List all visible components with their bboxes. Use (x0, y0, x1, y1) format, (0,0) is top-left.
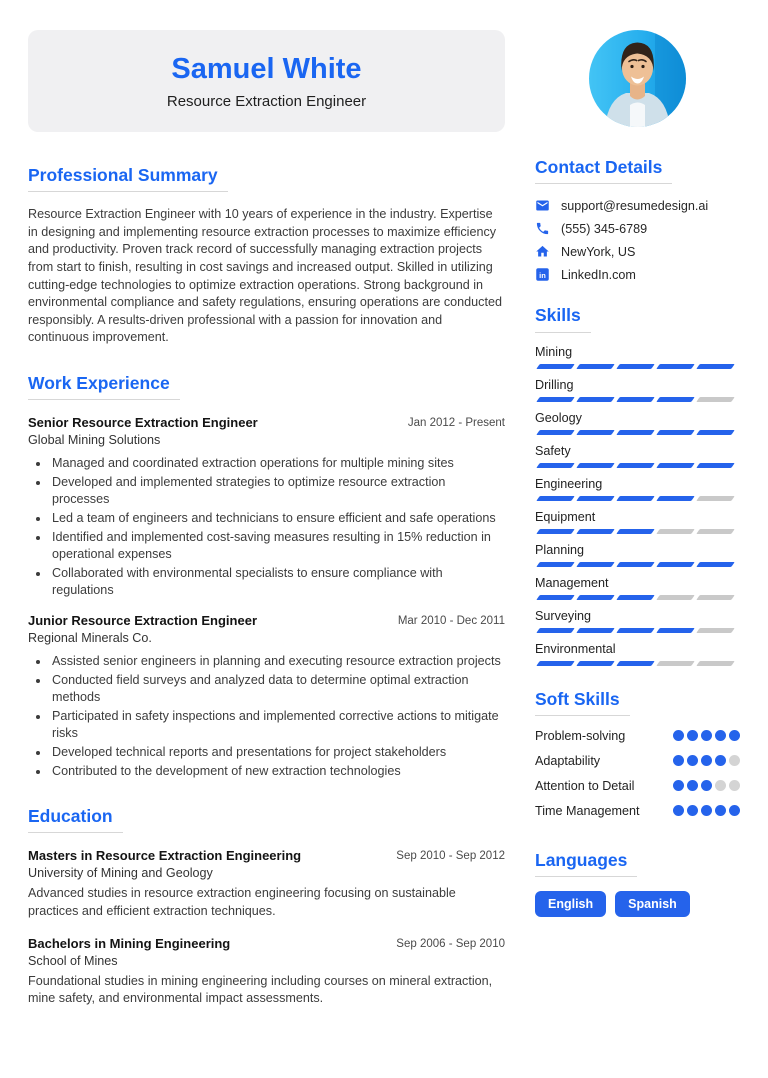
skill-bar-segment (536, 661, 575, 666)
skill-row (535, 642, 740, 666)
skill-name: Geology (535, 410, 582, 425)
soft-skill-dot (715, 730, 726, 741)
education-list (28, 848, 505, 1007)
skill-bar-segment (656, 562, 695, 567)
job-bullet-list (28, 455, 505, 600)
skill-bar-segment (616, 463, 655, 468)
skill-level-bar (535, 364, 740, 369)
work-experience-section (28, 374, 505, 780)
skill-bar-segment (656, 364, 695, 369)
right-sidebar (535, 30, 740, 1078)
skill-bar-segment (536, 430, 575, 435)
soft-skills-list (535, 729, 740, 818)
soft-skill-dot (729, 780, 740, 791)
language-badge: English (535, 891, 606, 917)
skill-bar-segment (616, 529, 655, 534)
skill-bar-segment (696, 661, 735, 666)
job-list (28, 415, 505, 780)
skill-bar-segment (656, 397, 695, 402)
summary-section (28, 166, 505, 347)
soft-skill-name: Adaptability (535, 753, 601, 768)
contact-section (535, 158, 740, 282)
skill-bar-segment (616, 496, 655, 501)
job-bullet: • Assisted senior engineers in planning and executing resource extraction projects (50, 653, 505, 671)
job-bullet: • Managed and coordinated extraction operations for multiple mining sites (50, 455, 505, 473)
skill-bar-segment (536, 463, 575, 468)
skill-bar-segment (656, 628, 695, 633)
skill-bar-segment (576, 628, 615, 633)
skill-bar-segment (656, 430, 695, 435)
skill-bar-segment (576, 661, 615, 666)
skill-bar-segment (696, 397, 735, 402)
education-dates: Sep 2006 - Sep 2010 (396, 937, 505, 950)
soft-skill-dot (701, 755, 712, 766)
education-section (28, 807, 505, 1008)
job-bullet: • Conducted field surveys and analyzed data to determine optimal extraction methods (50, 672, 505, 707)
education-description: Foundational studies in mining engineering including courses on mineral extraction, mine safety, and environmental impact assessments. (28, 973, 493, 1006)
soft-skills-heading: Soft Skills (535, 690, 630, 716)
skill-row (535, 510, 740, 534)
job-title: Senior Resource Extraction Engineer (28, 415, 258, 431)
skill-bar-segment (696, 496, 735, 501)
skill-name: Equipment (535, 509, 596, 524)
skill-bar-segment (536, 562, 575, 567)
soft-skill-dot (715, 805, 726, 816)
skill-level-bar (535, 628, 740, 633)
job-entry (28, 415, 505, 600)
education-description: Advanced studies in resource extraction engineering focusing on sustainable practices and efficient extraction techniques. (28, 886, 456, 918)
svg-text:in: in (539, 271, 546, 280)
skill-bar-segment (536, 529, 575, 534)
job-bullet-list (28, 653, 505, 780)
soft-skill-row (535, 754, 740, 768)
skill-bar-segment (616, 628, 655, 633)
skill-level-bar (535, 496, 740, 501)
skill-name: Environmental (535, 641, 616, 656)
avatar-wrap (535, 30, 740, 127)
skills-heading: Skills (535, 306, 591, 332)
soft-skill-row (535, 779, 740, 793)
soft-skill-dots (673, 805, 740, 816)
languages-section (535, 851, 740, 917)
header-card (28, 30, 505, 132)
soft-skill-dots (673, 780, 740, 791)
skill-bar-segment (576, 397, 615, 402)
skill-row (535, 378, 740, 402)
soft-skill-dot (715, 780, 726, 791)
candidate-name: Samuel White (171, 52, 362, 85)
soft-skill-dot (701, 780, 712, 791)
job-dates: Mar 2010 - Dec 2011 (397, 615, 505, 627)
skill-bar-segment (576, 529, 615, 534)
skill-bar-segment (656, 496, 695, 501)
contact-text: LinkedIn.com (561, 267, 636, 282)
skill-row (535, 477, 740, 501)
soft-skill-dots (673, 730, 740, 741)
skill-bar-segment (576, 463, 615, 468)
job-bullet: • Developed technical reports and presentations for project stakeholders (50, 744, 505, 762)
soft-skill-row (535, 804, 740, 818)
skill-bar-segment (616, 397, 655, 402)
skills-section (535, 306, 740, 665)
skill-bar-segment (696, 562, 735, 567)
education-header-row (28, 936, 505, 951)
skill-bar-segment (616, 661, 655, 666)
job-dates: Jan 2012 - Present (407, 417, 505, 430)
soft-skill-dot (673, 805, 684, 816)
education-entry (28, 936, 505, 1008)
skill-bar-segment (576, 430, 615, 435)
linkedin-icon (535, 267, 550, 282)
home-icon (535, 244, 550, 259)
contact-heading: Contact Details (535, 158, 672, 184)
skill-bar-segment (696, 364, 735, 369)
soft-skill-dot (687, 780, 698, 791)
skill-bar-segment (576, 496, 615, 501)
skill-level-bar (535, 661, 740, 666)
skill-bar-segment (536, 628, 575, 633)
skill-bar-segment (536, 496, 575, 501)
school-name: University of Mining and Geology (28, 866, 213, 881)
education-dates: Sep 2010 - Sep 2012 (396, 850, 505, 863)
skill-bar-segment (696, 595, 735, 600)
skill-bar-segment (656, 463, 695, 468)
skill-level-bar (535, 397, 740, 402)
job-title: Junior Resource Extraction Engineer (28, 613, 258, 628)
contact-text: (555) 345-6789 (561, 221, 648, 236)
degree-title: Bachelors in Mining Engineering (28, 935, 231, 951)
skill-bar-segment (576, 595, 615, 600)
skill-level-bar (535, 463, 740, 468)
job-bullet: • Identified and implemented cost-saving measures resulting in 15% reduction in operational expenses (50, 529, 505, 564)
soft-skill-dot (687, 805, 698, 816)
soft-skill-dot (687, 755, 698, 766)
degree-title: Masters in Resource Extraction Engineering (28, 848, 302, 864)
skill-bar-segment (656, 661, 695, 666)
summary-heading: Professional Summary (28, 166, 228, 192)
job-bullet: • Participated in safety inspections and implemented corrective actions to mitigate risks (50, 708, 505, 743)
contact-item[interactable] (535, 221, 740, 236)
soft-skill-dot (673, 755, 684, 766)
job-header-row (28, 613, 505, 628)
skill-bar-segment (536, 364, 575, 369)
skill-name: Drilling (535, 377, 574, 392)
education-entry (28, 848, 505, 920)
skill-name: Safety (535, 443, 571, 458)
contact-list (535, 198, 740, 282)
left-column (28, 30, 505, 1078)
school-name: School of Mines (28, 953, 118, 968)
soft-skills-section (535, 690, 740, 818)
job-bullet: • Developed and implemented strategies to optimize resource extraction processes (50, 474, 505, 509)
job-bullet: • Collaborated with environmental specialists to ensure compliance with regulations (50, 565, 505, 600)
skill-row (535, 411, 740, 435)
skill-bar-segment (696, 430, 735, 435)
skill-bar-segment (696, 529, 735, 534)
skill-bar-segment (616, 562, 655, 567)
skill-name: Management (535, 575, 609, 590)
email-icon (535, 198, 550, 213)
contact-item[interactable] (535, 267, 740, 282)
skill-bar-segment (656, 529, 695, 534)
soft-skill-dot (715, 755, 726, 766)
skill-level-bar (535, 595, 740, 600)
skills-list (535, 345, 740, 666)
skill-level-bar (535, 529, 740, 534)
skill-bar-segment (656, 595, 695, 600)
job-bullet: • Led a team of engineers and technicians to ensure efficient and safe operations (50, 510, 505, 528)
skill-bar-segment (696, 463, 735, 468)
language-list (535, 891, 740, 917)
soft-skill-dot (729, 755, 740, 766)
candidate-title: Resource Extraction Engineer (166, 92, 367, 110)
skill-bar-segment (616, 430, 655, 435)
soft-skill-name: Attention to Detail (535, 778, 635, 793)
profile-photo (589, 30, 686, 127)
job-header-row (28, 415, 505, 430)
language-badge: Spanish (615, 891, 690, 917)
soft-skill-name: Time Management (535, 803, 640, 818)
job-company: Global Mining Solutions (28, 433, 161, 448)
education-heading: Education (28, 807, 123, 833)
soft-skill-name: Problem-solving (535, 728, 626, 743)
skill-name: Mining (535, 344, 573, 359)
soft-skill-dot (729, 730, 740, 741)
skill-row (535, 345, 740, 369)
skill-name: Planning (535, 542, 585, 557)
skill-row (535, 543, 740, 567)
skill-bar-segment (576, 364, 615, 369)
job-bullet: • Contributed to the development of new extraction technologies (50, 763, 505, 781)
job-company: Regional Minerals Co. (28, 631, 152, 645)
summary-text: Resource Extraction Engineer with 10 years of experience in the industry. Expertise in designing and implementing resource extraction processes to maximize efficiency and productivity. Proven track record of successfully managing extraction projects from start to finish, resulting in cost savings and increased output. Skilled in utilizing cutting-edge technologies to optimize extraction operations. Strong background in environmental compliance and safety regulations, ensuring operations are conducted responsibly. A results-driven professional with a passion for innovation and continuous improvement. (28, 207, 502, 345)
skill-level-bar (535, 430, 740, 435)
skill-row (535, 609, 740, 633)
soft-skill-dot (673, 780, 684, 791)
skill-name: Surveying (535, 608, 592, 623)
soft-skill-dot (729, 805, 740, 816)
soft-skill-row (535, 729, 740, 743)
contact-text: NewYork, US (561, 244, 636, 259)
languages-heading: Languages (535, 851, 637, 877)
skill-level-bar (535, 562, 740, 567)
soft-skill-dots (673, 755, 740, 766)
skill-bar-segment (616, 595, 655, 600)
skill-row (535, 576, 740, 600)
work-experience-heading: Work Experience (28, 374, 180, 400)
skill-row (535, 444, 740, 468)
soft-skill-dot (701, 730, 712, 741)
contact-item (535, 244, 740, 259)
skill-bar-segment (536, 595, 575, 600)
contact-item[interactable] (535, 198, 740, 213)
skill-bar-segment (576, 562, 615, 567)
phone-icon (535, 221, 550, 236)
soft-skill-dot (701, 805, 712, 816)
skill-name: Engineering (535, 476, 603, 491)
soft-skill-dot (673, 730, 684, 741)
skill-bar-segment (536, 397, 575, 402)
skill-bar-segment (616, 364, 655, 369)
soft-skill-dot (687, 730, 698, 741)
education-header-row (28, 848, 505, 863)
job-entry (28, 613, 505, 780)
contact-text: support@resumedesign.ai (561, 198, 709, 213)
skill-bar-segment (696, 628, 735, 633)
